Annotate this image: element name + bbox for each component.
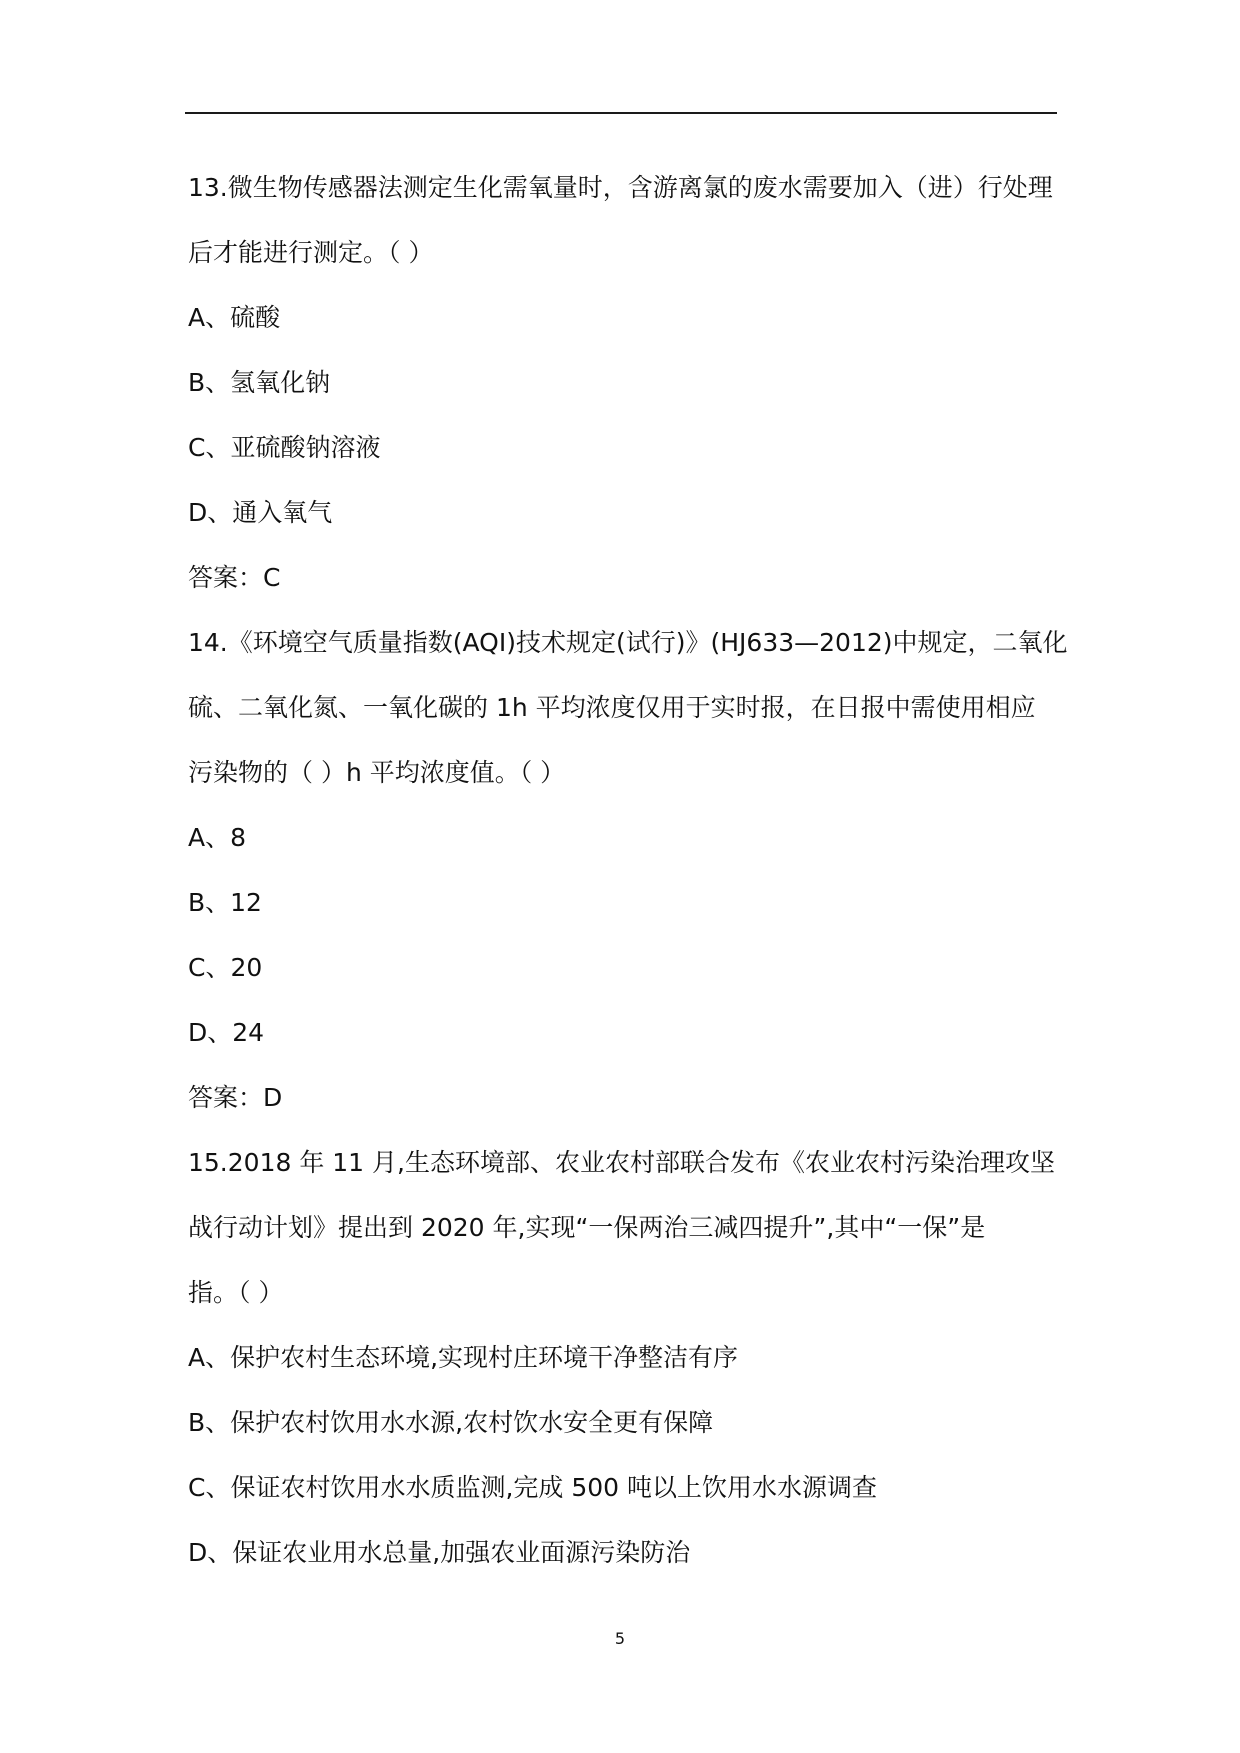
- question-15-option-a: A、保护农村生态环境,实现村庄环境干净整洁有序: [188, 1343, 739, 1372]
- question-13-stem-line-2: 后才能进行测定。（ ）: [188, 238, 434, 267]
- question-15-stem-line-1: 15.2018 年 11 月,生态环境部、农业农村部联合发布《农业农村污染治理攻坚: [188, 1148, 1055, 1177]
- question-14: [188, 610, 1068, 1130]
- question-15-stem-line-2: 战行动计划》提出到 2020 年,实现“一保两治三减四提升”,其中“一保”是: [188, 1213, 986, 1242]
- question-15: [188, 1130, 1060, 1585]
- question-14-answer: 答案：D: [188, 1083, 283, 1112]
- question-14-option-c: C、20: [188, 953, 263, 982]
- question-13-option-c: C、亚硫酸钠溶液: [188, 433, 381, 462]
- question-list: [188, 155, 1068, 1585]
- header-rule: [185, 112, 1057, 114]
- question-14-stem-line-2: 硫、二氧化氮、一氧化碳的 1h 平均浓度仅用于实时报，在日报中需使用相应: [188, 693, 1036, 722]
- question-13-option-b: B、氢氧化钠: [188, 368, 331, 397]
- question-13-option-a: A、硫酸: [188, 303, 281, 332]
- page-number: 5: [614, 1629, 626, 1648]
- question-14-stem-line-3: 污染物的（ ）h 平均浓度值。（ ）: [188, 758, 566, 787]
- question-13-stem-line-1: 13.微生物传感器法测定生化需氧量时，含游离氯的废水需要加入（进）行处理: [188, 173, 1053, 202]
- question-14-option-a: A、8: [188, 823, 247, 852]
- question-14-option-d: D、24: [188, 1018, 265, 1047]
- question-14-option-b: B、12: [188, 888, 262, 917]
- question-13-answer: 答案：C: [188, 563, 281, 592]
- question-15-option-d: D、保证农业用水总量,加强农业面源污染防治: [188, 1538, 691, 1567]
- question-15-option-b: B、保护农村饮用水水源,农村饮水安全更有保障: [188, 1408, 714, 1437]
- question-13-option-d: D、通入氧气: [188, 498, 333, 527]
- question-14-stem-line-1: 14.《环境空气质量指数(AQI)技术规定(试行)》(HJ633—2012)中规定，二氧化: [188, 628, 1068, 657]
- question-15-stem-line-3: 指。（ ）: [188, 1278, 284, 1307]
- question-15-option-c: C、保证农村饮用水水质监测,完成 500 吨以上饮用水水源调查: [188, 1473, 878, 1502]
- question-13: [188, 155, 1060, 610]
